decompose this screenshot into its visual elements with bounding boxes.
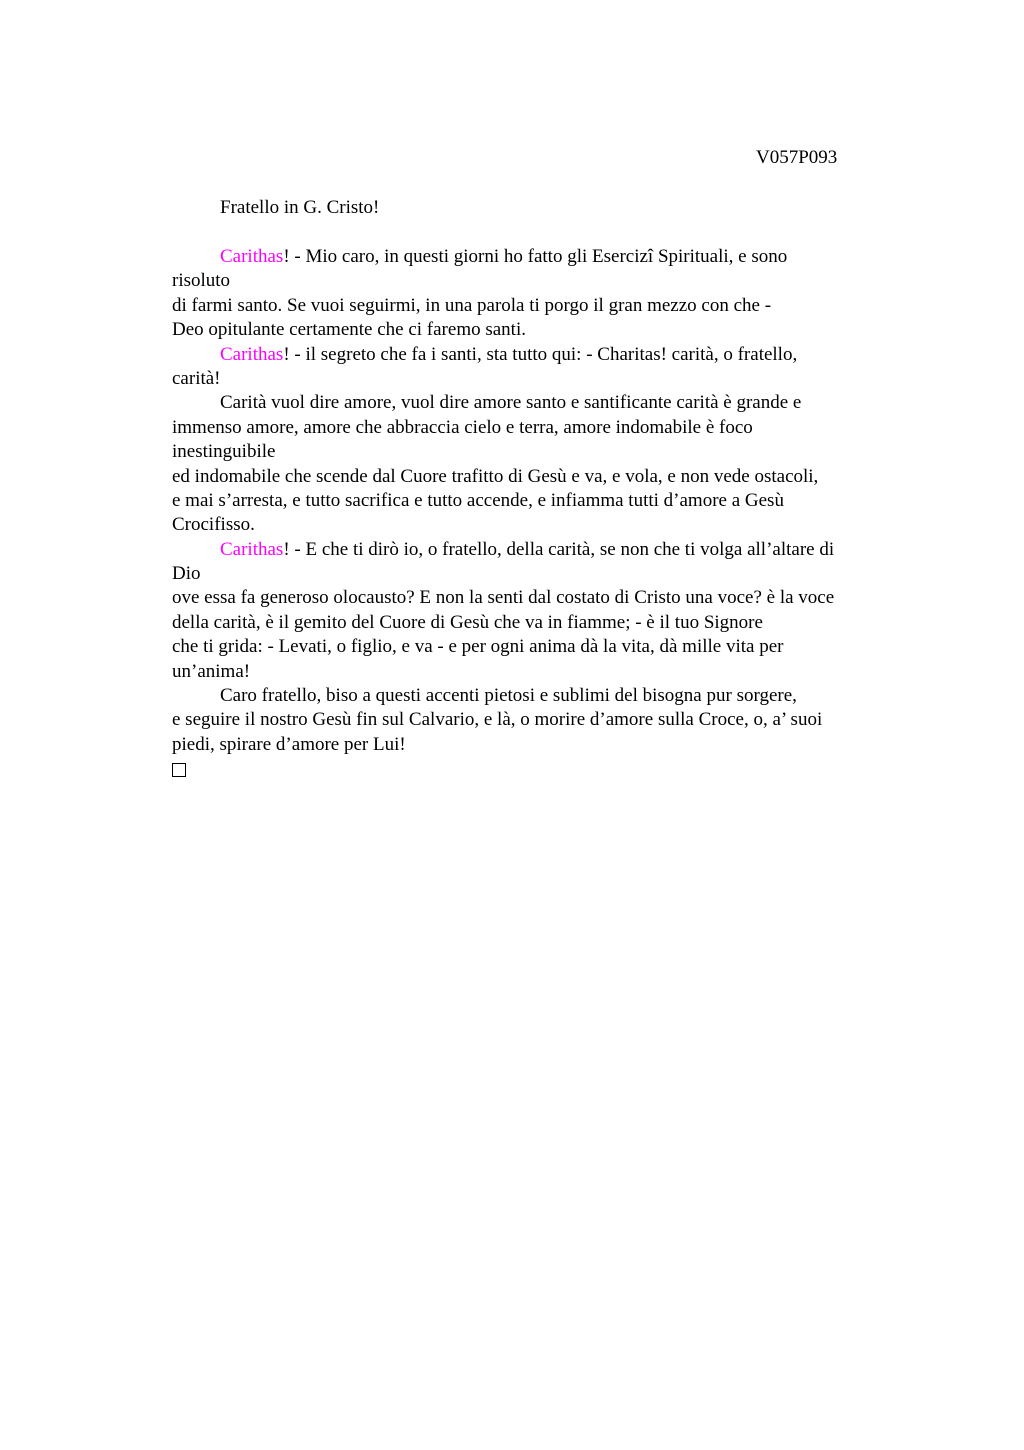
text-line — [172, 489, 902, 513]
text-line — [172, 318, 902, 342]
text-line — [172, 562, 902, 586]
document-id-label: V057P093 — [756, 147, 838, 168]
text-line — [172, 245, 902, 269]
text-line — [172, 733, 902, 757]
text-line — [172, 367, 902, 391]
line-text: inestinguibile — [172, 441, 276, 463]
highlighted-word: Carithas — [220, 343, 284, 365]
line-text: carità! — [172, 367, 221, 389]
line-text: Crocifisso. — [172, 514, 255, 536]
letter-body — [172, 245, 902, 777]
text-line — [172, 684, 902, 708]
text-line — [172, 416, 902, 440]
line-text: ove essa fa generoso olocausto? E non la senti dal costato di Cristo una voce? è la voce — [172, 587, 835, 609]
salutation: Fratello in G. Cristo! — [220, 197, 380, 218]
end-mark-box-icon — [172, 763, 186, 777]
highlighted-word: Carithas — [220, 246, 284, 267]
line-text: della carità, è il gemito del Cuore di Gesù che va in fiamme; - è il tuo Signore — [172, 611, 763, 633]
line-text: risoluto — [172, 270, 231, 292]
text-line — [172, 440, 902, 464]
highlighted-word: Carithas — [220, 538, 284, 560]
text-line — [172, 269, 902, 293]
text-line — [172, 586, 902, 610]
line-text: piedi, spirare d’amore per Lui! — [172, 733, 406, 755]
line-text: ed indomabile che scende dal Cuore trafitto di Gesù e va, e vola, e non vede ostacoli, — [172, 465, 819, 487]
line-text: un’anima! — [172, 660, 251, 682]
line-text: ! - il segreto che fa i santi, sta tutto qui: - Charitas! carità, o fratello, — [283, 343, 798, 365]
line-text: che ti grida: - Levati, o figlio, e va - e per ogni anima dà la vita, dà mille vita per — [172, 636, 784, 658]
text-line — [172, 391, 902, 415]
line-text: ! - Mio caro, in questi giorni ho fatto gli Esercizî Spirituali, e sono — [283, 246, 788, 267]
line-text: Caro fratello, biso a questi accenti pietosi e sublimi del bisogna pur sorgere, — [220, 685, 797, 707]
text-line — [172, 294, 902, 318]
text-line — [172, 611, 902, 635]
line-text: Deo opitulante certamente che ci faremo santi. — [172, 319, 526, 341]
line-text: e seguire il nostro Gesù fin sul Calvario, e là, o morire d’amore sulla Croce, o, a’ suoi — [172, 709, 823, 731]
text-line — [172, 513, 902, 537]
line-text: Carità vuol dire amore, vuol dire amore santo e santificante carità è grande e — [220, 392, 802, 414]
line-text: Dio — [172, 563, 201, 585]
text-line — [172, 660, 902, 684]
line-text: ! - E che ti dirò io, o fratello, della carità, se non che ti volga all’altare di — [283, 538, 835, 560]
text-line — [172, 538, 902, 562]
text-line — [172, 465, 902, 489]
text-line — [172, 635, 902, 659]
line-text: immenso amore, amore che abbraccia cielo e terra, amore indomabile è foco — [172, 416, 753, 438]
text-line — [172, 343, 902, 367]
line-text: e mai s’arresta, e tutto sacrifica e tutto accende, e infiamma tutti d’amore a Gesù — [172, 489, 784, 511]
text-line — [172, 708, 902, 732]
line-text: di farmi santo. Se vuoi seguirmi, in una parola ti porgo il gran mezzo con che - — [172, 294, 772, 316]
